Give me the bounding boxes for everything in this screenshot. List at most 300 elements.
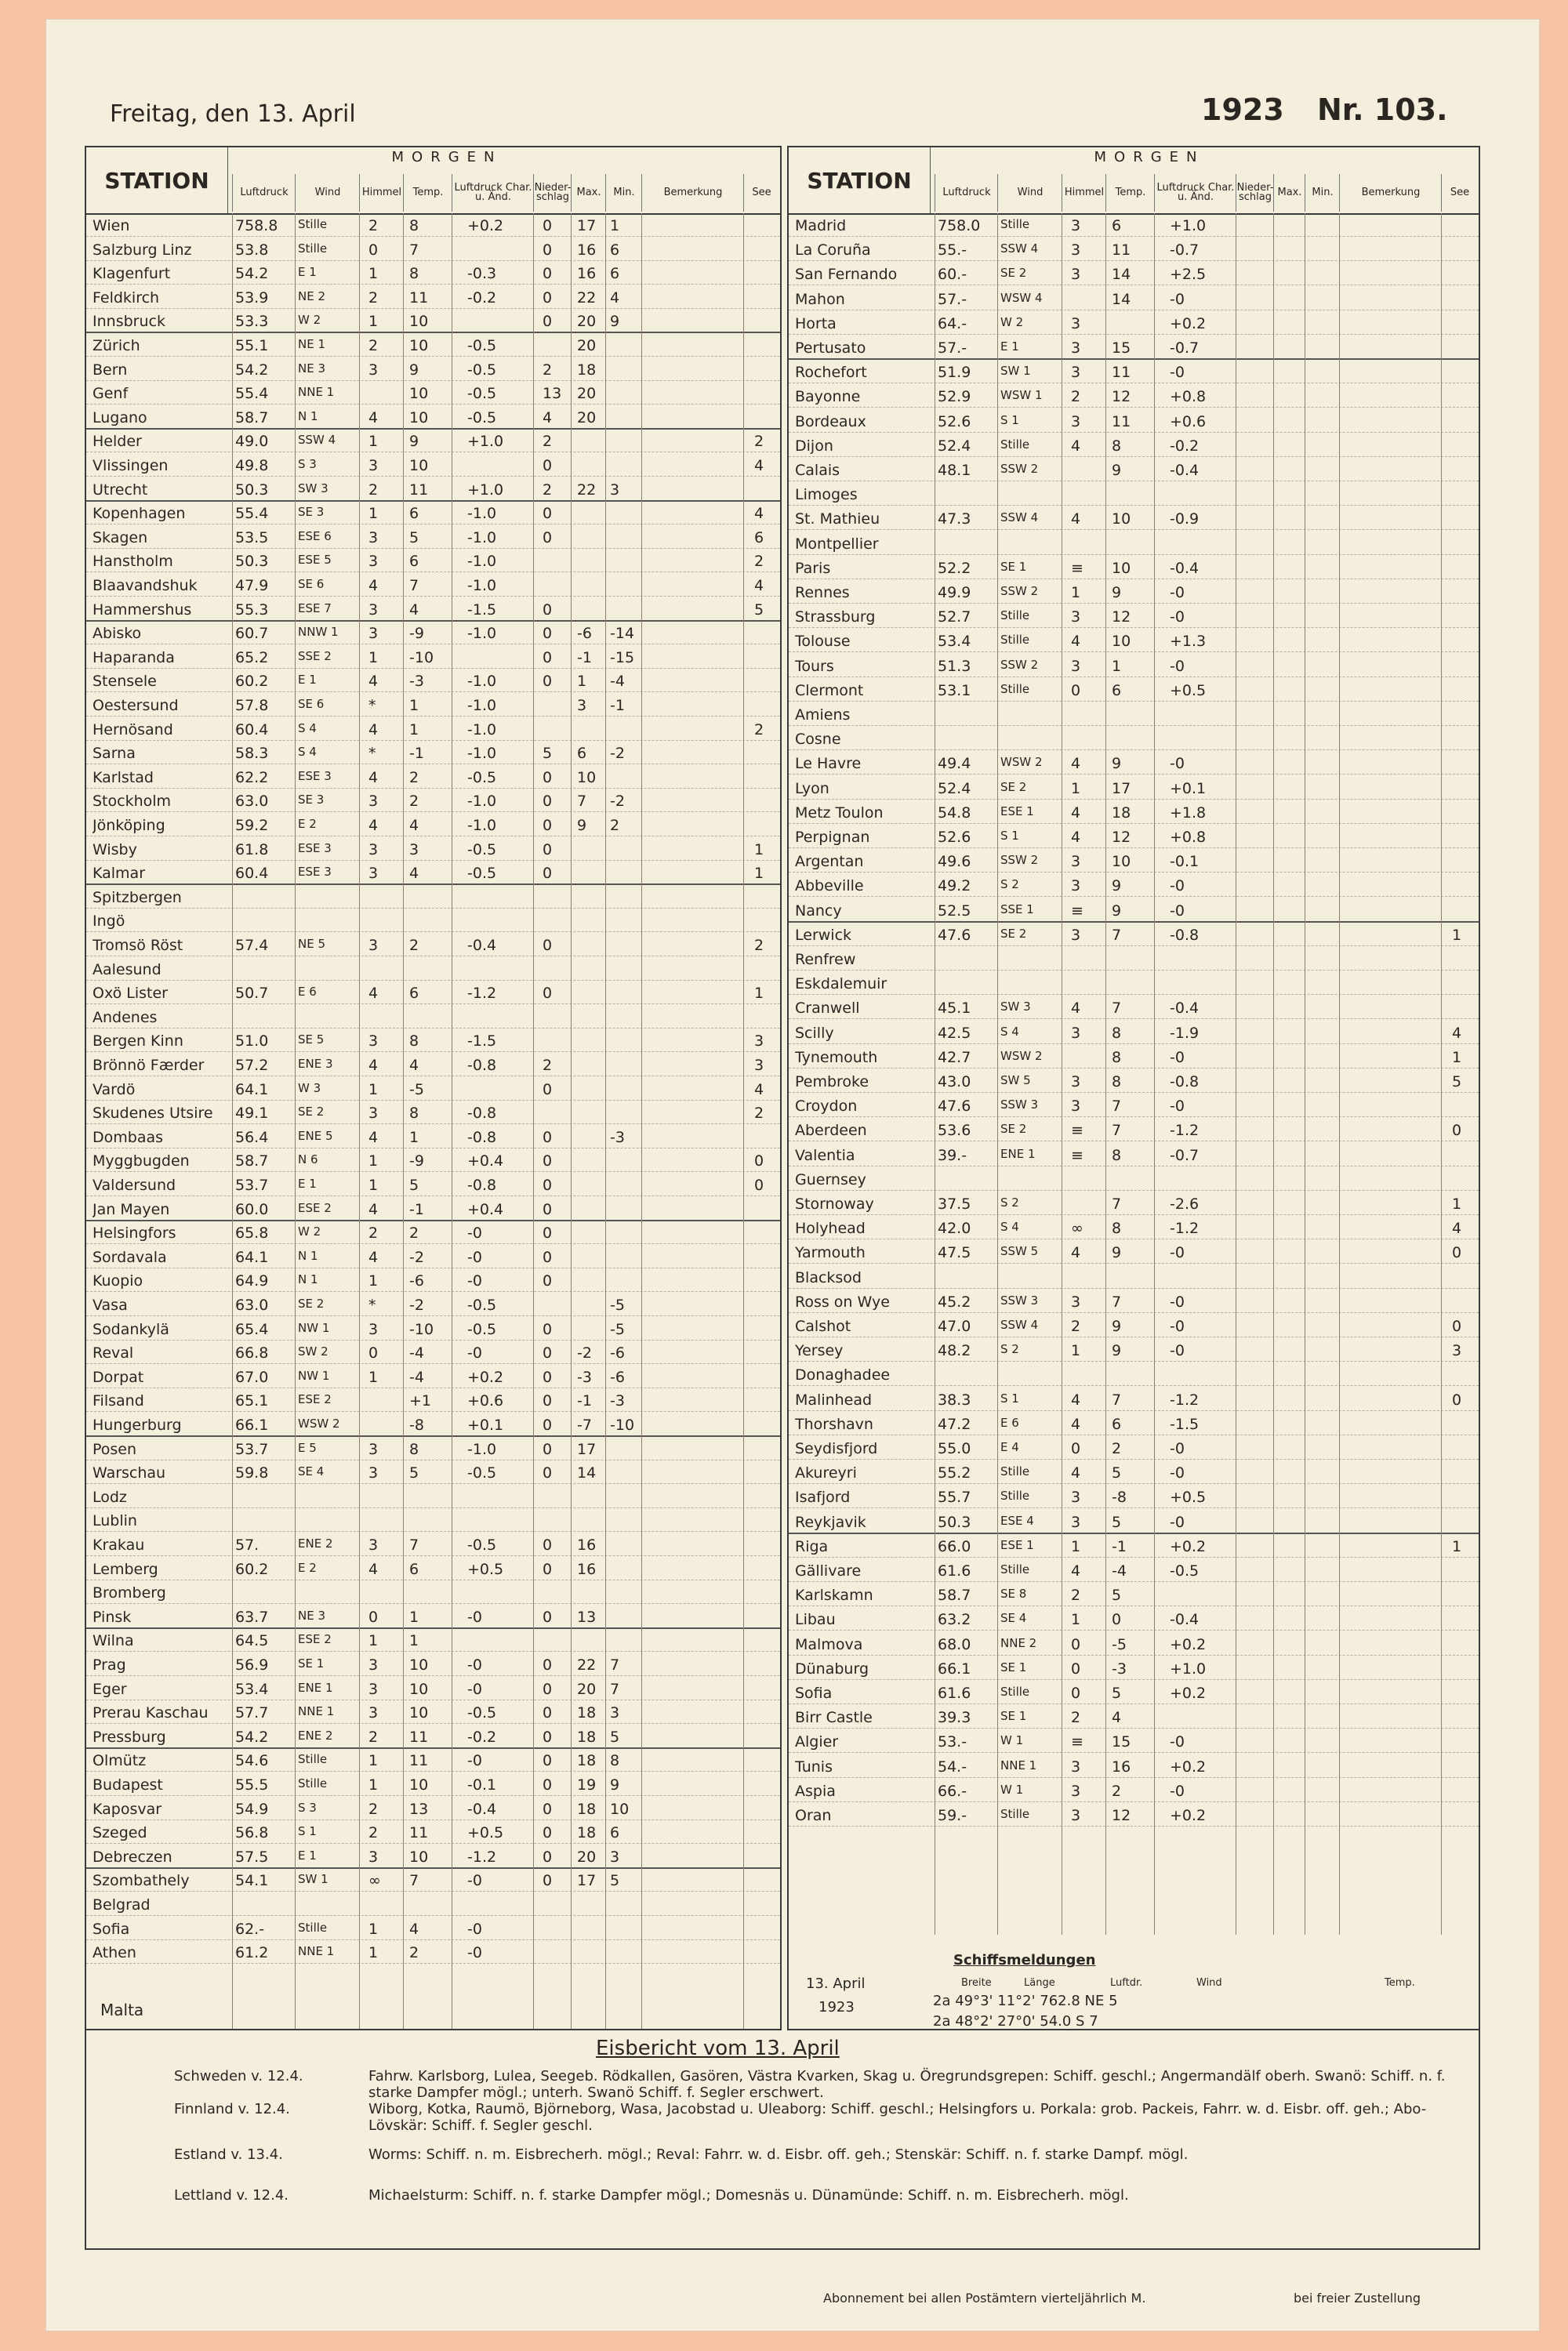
min-value: 5 xyxy=(610,1728,620,1746)
table-row xyxy=(86,959,780,981)
wind-value: SW 5 xyxy=(1000,1073,1031,1087)
himmel-value: 4 xyxy=(368,720,379,738)
luftdruck-value: 56.8 xyxy=(235,1824,269,1842)
see-value: 0 xyxy=(754,1177,764,1194)
char-value: +0.2 xyxy=(1170,1635,1207,1653)
wind-value: Stille xyxy=(298,241,328,256)
wind-value: SSW 2 xyxy=(1000,853,1039,868)
table-row xyxy=(789,851,1479,873)
station-name: Sordavala xyxy=(93,1248,167,1266)
max-value: -6 xyxy=(577,625,592,643)
station-name: Tromsö Röst xyxy=(93,937,183,954)
ice-text: Worms: Schiff. n. m. Eisbrecherh. mögl.; Reval: Fahrr. w. d. Eisbr. off. geh.; Stenskär: Schiff. n. f. starke Dampf. mögl. xyxy=(368,2146,1189,2163)
max-value: 3 xyxy=(577,697,587,714)
ice-report-title: Eisbericht vom 13. April xyxy=(596,2037,840,2060)
table-row xyxy=(789,386,1479,408)
char-value: -0.5 xyxy=(467,1297,497,1314)
char-value: -0.4 xyxy=(1170,559,1200,577)
temp-value: 10 xyxy=(409,1704,429,1722)
luftdruck-value: 37.5 xyxy=(938,1195,971,1213)
himmel-value: 3 xyxy=(1071,266,1081,284)
station-name: Rennes xyxy=(795,584,850,601)
table-row xyxy=(789,1560,1479,1582)
himmel-value: 4 xyxy=(1071,1244,1081,1262)
char-value: -1.0 xyxy=(467,793,497,811)
temp-value: 9 xyxy=(409,361,419,379)
char-value: -0.8 xyxy=(1170,1073,1200,1090)
nieder-value: 0 xyxy=(543,1320,553,1338)
char-value: -0.2 xyxy=(1170,437,1200,455)
luftdruck-value: 55.1 xyxy=(235,337,269,354)
see-header: See xyxy=(743,174,779,212)
temp-value: 16 xyxy=(1112,1758,1131,1776)
char-value: -1.5 xyxy=(1170,1415,1200,1433)
luftdruck-value: 49.9 xyxy=(938,584,971,601)
table-row xyxy=(86,1079,780,1101)
nieder-value: 0 xyxy=(543,817,553,834)
min-value: -14 xyxy=(610,625,635,643)
ship-temp-label: Temp. xyxy=(1385,1977,1415,1989)
see-value: 1 xyxy=(754,840,764,858)
ship-luftdr-label: Luftdr. xyxy=(1110,1977,1143,1989)
luftdruck-value: 49.0 xyxy=(235,433,269,451)
himmel-value: 3 xyxy=(368,1536,379,1554)
ship-date: 13. April xyxy=(806,1975,866,1992)
station-name: Nancy xyxy=(795,902,842,920)
temp-value: 6 xyxy=(409,985,419,1003)
station-name: Calshot xyxy=(795,1318,851,1335)
station-name: Klagenfurt xyxy=(93,265,171,283)
luftdruck-value: 62.- xyxy=(235,1920,265,1938)
see-value: 2 xyxy=(754,433,764,451)
wind-value: S 4 xyxy=(1000,1220,1019,1235)
station-name: Rochefort xyxy=(795,364,867,382)
nieder-value: 4 xyxy=(543,408,553,426)
temp-value: -3 xyxy=(409,673,424,691)
wind-header: Wind xyxy=(295,174,360,212)
himmel-value: 3 xyxy=(1071,608,1081,626)
temp-value: 7 xyxy=(1112,1195,1122,1213)
max-header: Max. xyxy=(1273,174,1305,212)
station-name: Argentan xyxy=(795,853,864,871)
char-value: -0 xyxy=(1170,364,1185,382)
min-value: 10 xyxy=(610,1800,630,1818)
luftdruck-value: 49.1 xyxy=(235,1105,269,1123)
char-value: +0.8 xyxy=(1170,388,1207,406)
temp-value: 10 xyxy=(409,337,429,354)
station-name: Kopenhagen xyxy=(93,505,186,523)
date-heading: Freitag, den 13. April xyxy=(110,100,356,128)
char-value: -1.2 xyxy=(1170,1220,1200,1238)
char-value: -2.6 xyxy=(1170,1195,1200,1213)
ship-report-1: 2a 49°3' 11°2' 762.8 NE 5 xyxy=(933,1993,1118,2009)
temp-value: 9 xyxy=(1112,877,1122,895)
footer-subscription: Abonnement bei allen Postämtern vierteljährlich M. xyxy=(823,2291,1146,2306)
table-row xyxy=(86,1606,780,1629)
station-name: Stockholm xyxy=(93,793,172,811)
station-name: Paris xyxy=(795,559,831,577)
station-name: Amiens xyxy=(795,706,851,724)
temp-value: 4 xyxy=(409,1920,419,1938)
table-row xyxy=(86,1222,780,1244)
himmel-value: 3 xyxy=(1071,1513,1081,1531)
nieder-value: 0 xyxy=(543,1344,553,1362)
himmel-value: 3 xyxy=(368,528,379,546)
station-name: Perpignan xyxy=(795,829,870,846)
max-value: 16 xyxy=(577,265,597,283)
station-name: Filsand xyxy=(93,1392,144,1410)
station-name: Sodankylä xyxy=(93,1320,169,1338)
char-value: -1.5 xyxy=(467,600,497,619)
wind-value: WSW 1 xyxy=(1000,388,1043,403)
table-row xyxy=(789,582,1479,604)
luftdruck-value: 64.9 xyxy=(235,1272,269,1290)
luftdruck-value: 758.0 xyxy=(938,217,981,234)
ship-report-2: 2a 48°2' 27°0' 54.0 S 7 xyxy=(933,2013,1098,2030)
temp-value: 8 xyxy=(1112,1024,1122,1042)
temp-value: 7 xyxy=(1112,1293,1122,1311)
station-name: Tours xyxy=(795,657,834,675)
table-row xyxy=(789,826,1479,848)
luftdruck-value: 758.8 xyxy=(235,217,278,234)
see-value: 1 xyxy=(754,865,764,883)
temp-value: 11 xyxy=(409,481,429,499)
char-value: -0.7 xyxy=(1170,339,1200,357)
station-name: Croydon xyxy=(795,1097,858,1116)
ice-text: Fahrw. Karlsborg, Lulea, Seegeb. Rödkallen, Gasören, Västra Kvarken, Skag u. Öregrundsgrepen: Schiff. geschl.; Angermandälf oberh. Swanö: Schiff. n. f. starke Dampfer mögl.; unterh. Swanö Schiff. f. Segler erschwert. xyxy=(368,2068,1446,2101)
wind-value: SSW 3 xyxy=(1000,1293,1039,1308)
station-name: Karlstad xyxy=(93,768,154,786)
luftdruck-value: 55.0 xyxy=(938,1440,971,1457)
char-value: -0 xyxy=(467,1608,482,1626)
luftdruck-value: 43.0 xyxy=(938,1073,971,1090)
luftdruck-value: 55.4 xyxy=(235,505,269,523)
temp-value: 2 xyxy=(409,1944,419,1962)
table-row xyxy=(789,1315,1479,1337)
luftdruck-value: 52.2 xyxy=(938,559,971,577)
min-value: 3 xyxy=(610,481,620,499)
temp-value: 6 xyxy=(1112,1415,1122,1433)
luftdruck-value: 56.4 xyxy=(235,1128,269,1146)
wind-value: NE 3 xyxy=(298,1608,326,1623)
char-value: -0.5 xyxy=(467,385,497,403)
himmel-value: 4 xyxy=(1071,1464,1081,1482)
station-name: Metz Toulon xyxy=(795,804,884,822)
wind-value: Stille xyxy=(1000,681,1030,696)
himmel-value: ≡ xyxy=(1071,1146,1083,1164)
luftdruck-value: 64.1 xyxy=(235,1248,269,1266)
char-header: Luftdruck Char. u. Änd. xyxy=(1154,174,1236,212)
temp-value: -1 xyxy=(409,1200,424,1218)
char-value: -1.9 xyxy=(1170,1024,1200,1042)
himmel-value: ≡ xyxy=(1071,1122,1083,1140)
station-name: Andenes xyxy=(93,1008,158,1026)
temp-value: 10 xyxy=(409,408,429,426)
wind-header: Wind xyxy=(997,174,1062,212)
wind-value: NNE 1 xyxy=(298,1704,335,1719)
table-row xyxy=(86,335,780,357)
temp-value: -1 xyxy=(409,745,424,763)
luftdruck-value: 66.8 xyxy=(235,1344,269,1362)
max-value: 20 xyxy=(577,313,597,331)
table-row xyxy=(789,949,1479,971)
himmel-value: 3 xyxy=(368,840,379,858)
see-value: 0 xyxy=(1452,1122,1462,1140)
himmel-value: 3 xyxy=(1071,364,1081,382)
see-header: See xyxy=(1441,174,1478,212)
ship-wind-label: Wind xyxy=(1196,1977,1222,1989)
wind-value: ESE 1 xyxy=(1000,804,1034,818)
wind-value: E 1 xyxy=(298,1177,317,1191)
char-value: -1.0 xyxy=(467,625,497,643)
min-value: -3 xyxy=(610,1128,625,1146)
temp-value: 6 xyxy=(409,1560,419,1578)
station-name: Montpellier xyxy=(795,535,879,553)
temp-value: -9 xyxy=(409,625,424,643)
char-value: -0.1 xyxy=(467,1776,497,1794)
temp-value: 7 xyxy=(1112,1000,1122,1018)
wind-value: SE 2 xyxy=(1000,926,1027,941)
luftdruck-value: 49.2 xyxy=(938,877,971,895)
char-value: -0 xyxy=(1170,877,1185,895)
table-row xyxy=(86,1894,780,1916)
luftdruck-value: 57. xyxy=(235,1536,260,1554)
station-name: Clermont xyxy=(795,681,864,699)
char-value: -0.4 xyxy=(1170,462,1200,479)
table-row xyxy=(86,1678,780,1700)
wind-value: NE 1 xyxy=(298,337,326,351)
char-value: +1.3 xyxy=(1170,633,1207,651)
luftdruck-value: 54.6 xyxy=(235,1752,269,1770)
table-row xyxy=(789,1340,1479,1362)
wind-value: WSW 2 xyxy=(1000,755,1043,770)
luftdruck-value: 59.8 xyxy=(235,1464,269,1482)
char-value: -0.5 xyxy=(467,1320,497,1338)
table-row xyxy=(86,719,780,741)
min-value: -6 xyxy=(610,1368,625,1386)
char-value: -0 xyxy=(1170,290,1185,308)
min-value: 1 xyxy=(610,217,620,234)
char-value: -0.8 xyxy=(1170,926,1200,944)
station-name: Eskdalemuir xyxy=(795,975,887,993)
luftdruck-value: 56.9 xyxy=(235,1656,269,1674)
himmel-value: 3 xyxy=(1071,412,1081,430)
char-value: +0.2 xyxy=(1170,314,1207,332)
luftdruck-value: 42.0 xyxy=(938,1220,971,1238)
wind-value: N 1 xyxy=(298,1272,318,1287)
temp-value: 5 xyxy=(1112,1587,1122,1605)
temp-value: 10 xyxy=(1112,559,1131,577)
luftdruck-value: 57.8 xyxy=(235,697,269,714)
temp-value: 11 xyxy=(1112,412,1131,430)
luftdruck-value: 47.0 xyxy=(938,1318,971,1335)
station-name: Helder xyxy=(93,433,142,451)
temp-value: 3 xyxy=(409,840,419,858)
station-name: Zürich xyxy=(93,337,140,354)
himmel-value: 2 xyxy=(368,1824,379,1842)
char-value: -0 xyxy=(1170,1513,1185,1531)
temp-value: 9 xyxy=(1112,584,1122,601)
char-value: -1.5 xyxy=(467,1032,497,1050)
station-name: Scilly xyxy=(795,1024,834,1042)
nieder-header: Nieder-schlag xyxy=(533,174,572,212)
char-value: -0.1 xyxy=(1170,853,1200,871)
luftdruck-value: 55.- xyxy=(938,241,967,259)
wind-value: S 4 xyxy=(298,745,317,760)
min-value: -2 xyxy=(610,793,625,811)
min-value: 3 xyxy=(610,1704,620,1722)
char-value: -0 xyxy=(467,1272,482,1290)
temp-value: 10 xyxy=(409,457,429,474)
station-name: Pressburg xyxy=(93,1728,166,1746)
wind-value: NNW 1 xyxy=(298,625,339,640)
char-value: -0.5 xyxy=(467,408,497,426)
table-row xyxy=(86,1822,780,1844)
wind-value: ESE 2 xyxy=(298,1200,332,1215)
temp-value: -4 xyxy=(409,1344,424,1362)
char-value: +0.8 xyxy=(1170,829,1207,846)
luftdruck-value: 53.5 xyxy=(235,528,269,546)
temp-value: 12 xyxy=(1112,608,1131,626)
char-value: -0.8 xyxy=(467,1057,497,1074)
wind-value: ESE 5 xyxy=(298,553,332,568)
min-value: 6 xyxy=(610,1824,620,1842)
char-value: +1.0 xyxy=(1170,217,1207,234)
himmel-value: 1 xyxy=(368,1272,379,1290)
table-row xyxy=(789,215,1479,237)
max-value: 18 xyxy=(577,1800,597,1818)
morgen-header: MORGEN xyxy=(391,149,503,165)
himmel-value: 1 xyxy=(368,505,379,523)
char-value: -0.5 xyxy=(467,1536,497,1554)
himmel-value: 4 xyxy=(1071,633,1081,651)
char-value: -0 xyxy=(1170,902,1185,920)
luftdruck-value: 53.4 xyxy=(938,633,971,651)
min-header: Min. xyxy=(1305,174,1340,212)
table-row xyxy=(86,1246,780,1268)
temp-value: 10 xyxy=(1112,633,1131,651)
table-row xyxy=(86,215,780,237)
temp-value: 4 xyxy=(409,817,419,834)
temp-value: 10 xyxy=(409,1656,429,1674)
luftdruck-value: 54.2 xyxy=(235,361,269,379)
station-name: Haparanda xyxy=(93,648,175,666)
station-name: Guernsey xyxy=(795,1170,866,1188)
station-name: Akureyri xyxy=(795,1464,857,1482)
nieder-value: 0 xyxy=(543,937,553,954)
luftdruck-value: 60.2 xyxy=(235,673,269,691)
luftdruck-value: 58.7 xyxy=(235,1152,269,1170)
himmel-value: 3 xyxy=(1071,1024,1081,1042)
station-name: Aalesund xyxy=(93,960,162,978)
wind-value: E 5 xyxy=(298,1440,317,1455)
nieder-value: 0 xyxy=(543,1680,553,1698)
table-row xyxy=(789,484,1479,506)
station-name: Brönnö Færder xyxy=(93,1057,205,1074)
luftdruck-value: 58.3 xyxy=(235,745,269,763)
station-name: Vardö xyxy=(93,1080,136,1098)
table-row xyxy=(789,802,1479,824)
char-value: +0.5 xyxy=(467,1824,504,1842)
char-value: -0.2 xyxy=(467,1728,497,1746)
see-value: 6 xyxy=(754,528,764,546)
ship-breite-label: Breite xyxy=(961,1977,992,1989)
luftdruck-value: 61.2 xyxy=(235,1944,269,1962)
luftdruck-value: 52.7 xyxy=(938,608,971,626)
char-value: +0.1 xyxy=(467,1417,504,1434)
grid-line xyxy=(641,213,642,2029)
table-row xyxy=(789,606,1479,628)
station-name: Bordeaux xyxy=(795,412,866,430)
himmel-value: 4 xyxy=(1071,1391,1081,1409)
temp-value: 17 xyxy=(1112,779,1131,797)
nieder-value: 0 xyxy=(543,793,553,811)
nieder-value: 0 xyxy=(543,1248,553,1266)
station-name: Prag xyxy=(93,1656,126,1674)
temp-value: 7 xyxy=(1112,1391,1122,1409)
station-name: Prerau Kaschau xyxy=(93,1704,209,1722)
char-value: -0.8 xyxy=(467,1128,497,1146)
ship-laenge-label: Länge xyxy=(1024,1977,1055,1989)
min-value: 2 xyxy=(610,817,620,834)
himmel-value: 3 xyxy=(1071,657,1081,675)
luftdruck-value: 50.3 xyxy=(235,481,269,499)
char-value: -0 xyxy=(467,1752,482,1770)
himmel-value: 3 xyxy=(368,793,379,811)
temp-value: 9 xyxy=(409,433,419,451)
station-name: Reykjavik xyxy=(795,1513,866,1531)
max-value: 22 xyxy=(577,481,597,499)
table-row xyxy=(789,1805,1479,1827)
table-row xyxy=(789,411,1479,433)
luftdruck-value: 53.7 xyxy=(235,1440,269,1458)
temp-value: 2 xyxy=(409,793,419,811)
himmel-header: Himmel xyxy=(359,174,404,212)
station-name: Dorpat xyxy=(93,1368,144,1386)
himmel-value: 2 xyxy=(368,337,379,354)
station-name: Valentia xyxy=(795,1146,855,1164)
luftdruck-value: 55.3 xyxy=(235,600,269,619)
himmel-value: 4 xyxy=(1071,1415,1081,1433)
char-value: -0 xyxy=(1170,1440,1185,1457)
himmel-value: 1 xyxy=(1071,584,1081,601)
temp-value: 5 xyxy=(409,1177,419,1194)
nieder-value: 0 xyxy=(543,865,553,883)
temp-value: 8 xyxy=(409,265,419,283)
station-name: Tolouse xyxy=(795,633,851,651)
wind-value: E 6 xyxy=(298,985,317,1000)
wind-value: SSE 1 xyxy=(1000,902,1034,916)
station-name: Dünaburg xyxy=(795,1660,869,1678)
table-row xyxy=(86,862,780,885)
himmel-value: 4 xyxy=(1071,437,1081,455)
station-name: Kuopio xyxy=(93,1272,143,1290)
see-value: 3 xyxy=(1452,1342,1462,1360)
nieder-value: 0 xyxy=(543,313,553,331)
table-row xyxy=(789,1217,1479,1239)
char-value: +0.1 xyxy=(1170,779,1207,797)
max-value: 7 xyxy=(577,793,587,811)
himmel-value: 4 xyxy=(1071,510,1081,528)
char-value: -0 xyxy=(1170,755,1185,773)
right-table xyxy=(787,146,1480,2030)
luftdruck-value: 65.1 xyxy=(235,1392,269,1410)
table-row xyxy=(789,1413,1479,1435)
see-value: 4 xyxy=(754,577,764,594)
temp-value: 8 xyxy=(1112,1146,1122,1164)
station-name: Spitzbergen xyxy=(93,888,182,906)
table-row xyxy=(86,790,780,812)
